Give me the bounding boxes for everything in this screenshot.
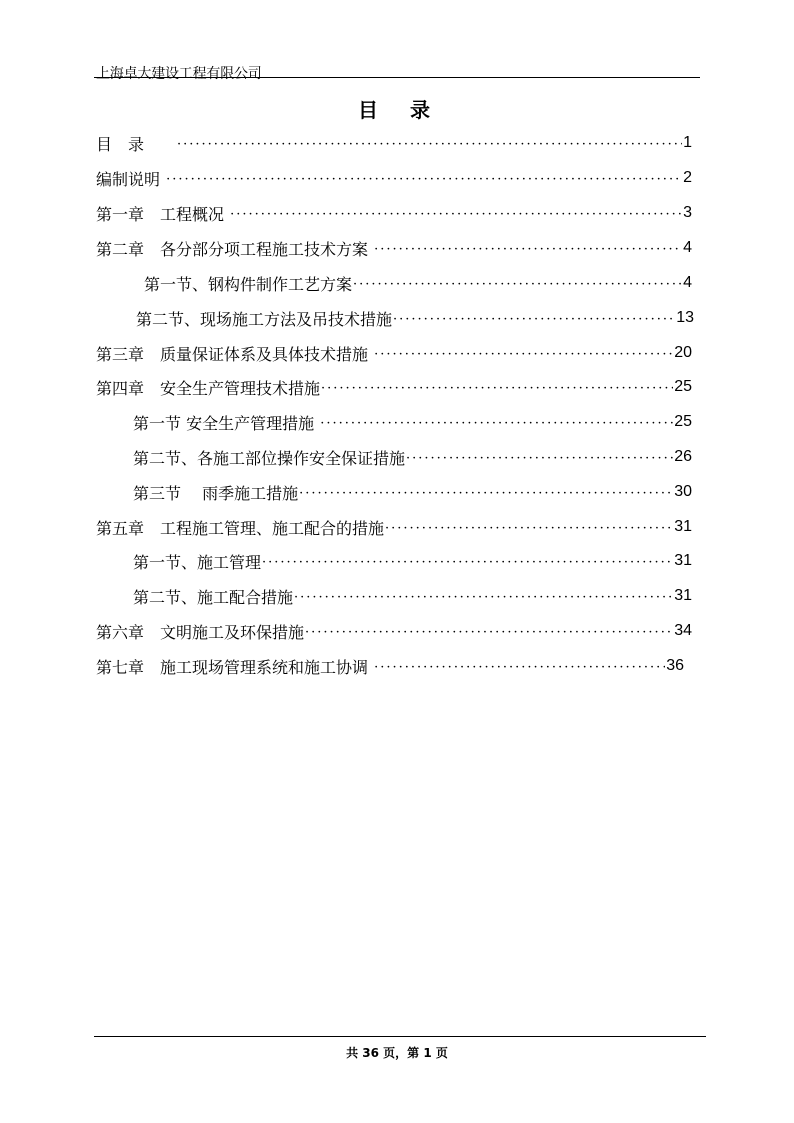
toc-leader-dots [321,381,673,396]
toc-entry-page: 31 [674,552,692,569]
toc-entry-page: 30 [674,483,692,500]
toc-leader-dots [262,555,673,570]
toc-entry[interactable] [133,440,692,474]
toc-entry-label: 第二节、各施工部位操作安全保证措施 [133,448,406,468]
toc-title: 目 录 [358,98,436,122]
toc-entry[interactable] [133,579,692,613]
toc-entry-page: 25 [674,413,692,430]
toc-entry-label: 第四章 安全生产管理技术措施 [96,378,321,398]
toc-entry-label: 第一节 安全生产管理措施 [133,413,320,433]
toc-entry-label: 目 录 [96,134,177,154]
toc-leader-dots [393,312,675,327]
toc-entry-label: 第三节 雨季施工措施 [133,483,299,503]
toc-leader-dots [406,451,673,466]
toc-entry[interactable] [96,336,692,370]
toc-entry-page: 31 [674,518,692,535]
toc-entry-page: 13 [676,309,694,326]
toc-entry-page: 36 [666,657,684,674]
header-company-name: 上海卓大建设工程有限公司 [96,66,262,82]
toc-entry-label: 第一节、施工管理 [133,552,262,572]
toc-entry-page: 20 [674,344,692,361]
toc-leader-dots [166,172,682,187]
toc-entry[interactable] [133,475,692,509]
toc-entry-page: 3 [683,204,692,221]
toc-leader-dots [385,521,673,536]
toc-entry[interactable] [96,370,692,404]
toc-entry-page: 4 [683,239,692,256]
page-count: 共 36 页，第 1 页 [346,1046,448,1060]
toc-entry-label: 第二节、现场施工方法及吊技术措施 [136,309,393,329]
toc-entry-page: 25 [674,378,692,395]
toc-entry-label: 编制说明 [96,169,166,189]
toc-entry[interactable] [136,301,694,335]
toc-entry-page: 4 [683,274,692,291]
toc-leader-dots [374,347,673,362]
toc-entry[interactable] [133,544,692,578]
toc-leader-dots [177,137,682,152]
toc-entry-page: 34 [674,622,692,639]
toc-entry-page: 1 [683,134,692,151]
toc-entry[interactable] [96,126,692,160]
toc-leader-dots [294,590,673,605]
toc-entry[interactable] [96,161,692,195]
footer-rule [94,1036,706,1037]
toc-entry-label: 第二章 各分部分项工程施工技术方案 [96,239,374,259]
toc-entry-label: 第三章 质量保证体系及具体技术措施 [96,344,374,364]
toc-entry-label: 第一节、钢构件制作工艺方案 [144,274,353,294]
toc-entry-page: 26 [674,448,692,465]
toc-leader-dots [353,277,682,292]
toc-leader-dots [320,416,673,431]
toc-entry-label: 第七章 施工现场管理系统和施工协调 [96,657,374,677]
toc-entry[interactable] [96,510,692,544]
toc-leader-dots [230,207,682,222]
toc-entry-page: 31 [674,587,692,604]
toc-entry-page: 2 [683,169,692,186]
toc-leader-dots [374,660,665,675]
toc-entry[interactable] [96,614,692,648]
toc-entry-label: 第二节、施工配合措施 [133,587,294,607]
toc-leader-dots [299,486,673,501]
toc-entry[interactable] [96,231,692,265]
toc-entry[interactable] [133,405,692,439]
toc-leader-dots [374,242,682,257]
header-rule [94,77,700,78]
toc-entry[interactable] [144,266,692,300]
toc-entry[interactable] [96,196,692,230]
toc-leader-dots [305,625,673,640]
toc-entry-label: 第六章 文明施工及环保措施 [96,622,305,642]
toc-entry[interactable] [96,649,684,683]
toc-entry-label: 第一章 工程概况 [96,204,230,224]
toc-entry-label: 第五章 工程施工管理、施工配合的措施 [96,518,385,538]
